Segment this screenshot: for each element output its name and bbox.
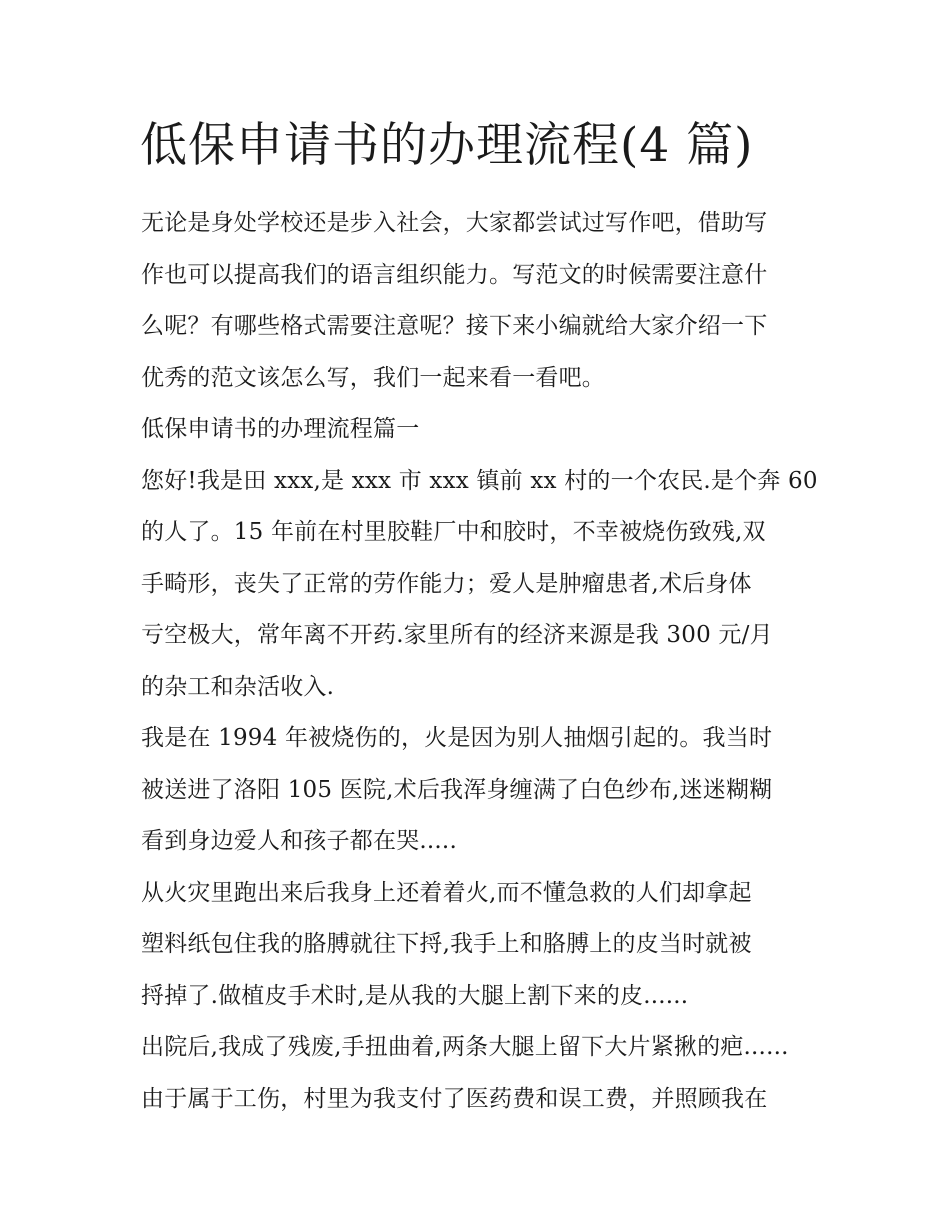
text-line: 从火灾里跑出来后我身上还着着火,而不懂急救的人们却拿起 xyxy=(141,879,752,906)
text-line: 的人了。15 年前在村里胶鞋厂中和胶时，不幸被烧伤致残,双 xyxy=(141,519,766,545)
document-body xyxy=(141,198,841,1125)
text-line: 作也可以提高我们的语言组织能力。写范文的时候需要注意什 xyxy=(141,261,768,288)
text-line: 的杂工和杂活收入. xyxy=(141,673,335,700)
text-line: 被送进了洛阳 105 医院,术后我浑身缠满了白色纱布,迷迷糊糊 xyxy=(141,776,773,803)
text-line: 优秀的范文该怎么写，我们一起来看一看吧。 xyxy=(141,364,605,391)
text-line: 捋掉了.做植皮手术时,是从我的大腿上割下来的皮...... xyxy=(141,982,689,1009)
text-line: 我是在 1994 年被烧伤的，火是因为别人抽烟引起的。我当时 xyxy=(141,725,773,751)
text-line: 出院后,我成了残废,手扭曲着,两条大腿上留下大片紧揪的疤...... xyxy=(141,1034,789,1060)
text-line: 手畸形，丧失了正常的劳作能力；爱人是肿瘤患者,术后身体 xyxy=(141,570,752,597)
document-title: 低保申请书的办理流程(4 篇) xyxy=(140,118,754,173)
text-line: 由于属于工伤，村里为我支付了医药费和误工费，并照顾我在 xyxy=(141,1085,768,1112)
text-line: 看到身边爱人和孩子都在哭..... xyxy=(141,828,457,854)
text-line: 您好!我是田 xxx,是 xxx 市 xxx 镇前 xx 村的一个农民.是个奔 60 xyxy=(141,467,818,494)
text-line: 塑料纸包住我的胳膊就往下捋,我手上和胳膊上的皮当时就被 xyxy=(141,931,752,957)
text-line: 么呢？有哪些格式需要注意呢？接下来小编就给大家介绍一下 xyxy=(141,313,768,339)
section-heading: 低保申请书的办理流程篇一 xyxy=(141,416,420,442)
text-line: 亏空极大，常年离不开药.家里所有的经济来源是我 300 元/月 xyxy=(141,622,773,648)
text-line: 无论是身处学校还是步入社会，大家都尝试过写作吧，借助写 xyxy=(141,210,768,236)
